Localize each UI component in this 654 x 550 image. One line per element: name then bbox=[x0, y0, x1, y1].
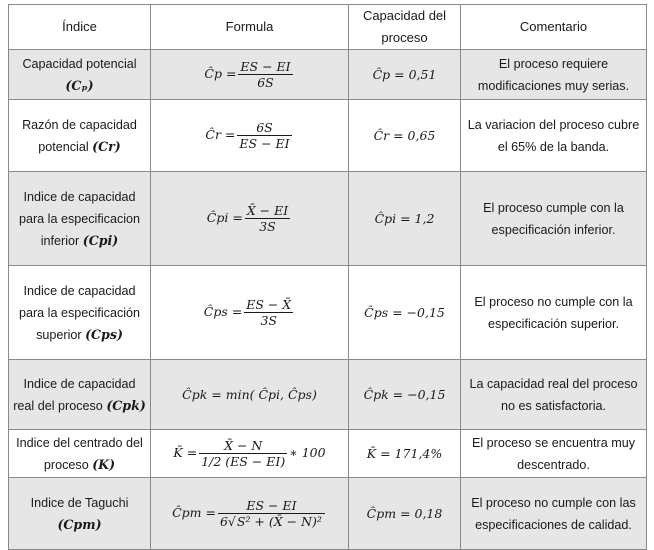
index-label: Indice de capacidad para la especificación superior bbox=[18, 283, 141, 342]
index-cell bbox=[9, 266, 151, 360]
formula-lhs: Ĉps = bbox=[203, 304, 243, 319]
table-row bbox=[9, 100, 647, 172]
index-symbol: (Cₚ) bbox=[65, 77, 94, 93]
denominator-radicand: S² + (X̄ − N)² bbox=[236, 514, 322, 529]
header-index: Índice bbox=[9, 5, 151, 50]
capacity-cell: Ĉp = 0,51 bbox=[349, 50, 461, 100]
formula-denominator: 3S bbox=[260, 313, 277, 328]
formula-fraction bbox=[245, 203, 290, 234]
capability-table bbox=[8, 4, 647, 550]
index-label: Indice de capacidad para la especificacion inferior bbox=[18, 189, 141, 248]
capacity-cell: K̄ = 171,4% bbox=[349, 430, 461, 478]
comment-cell: El proceso cumple con la especificación inferior. bbox=[461, 172, 647, 266]
formula-denominator: 3S bbox=[259, 219, 276, 234]
index-cell bbox=[9, 430, 151, 478]
sqrt-icon: √ bbox=[227, 514, 236, 529]
formula-lhs: Ĉpi = bbox=[206, 210, 243, 225]
capacity-cell: Ĉpm = 0,18 bbox=[349, 478, 461, 550]
index-symbol: (K) bbox=[92, 456, 116, 472]
formula-cell bbox=[151, 266, 349, 360]
header-comment: Comentario bbox=[461, 5, 647, 50]
formula-lhs: Ĉr = bbox=[205, 127, 236, 142]
formula-denominator: 6S bbox=[257, 75, 274, 90]
comment-cell: El proceso no cumple con la especificación superior. bbox=[461, 266, 647, 360]
table-row bbox=[9, 172, 647, 266]
formula-cell bbox=[151, 478, 349, 550]
index-symbol: (Cr) bbox=[92, 138, 121, 154]
formula-lhs: Ĉp = bbox=[204, 66, 237, 81]
denominator-factor: 6 bbox=[219, 514, 228, 529]
index-cell bbox=[9, 360, 151, 430]
formula-fraction bbox=[218, 498, 325, 529]
formula-numerator: X̄ − EI bbox=[246, 203, 289, 218]
formula-cell bbox=[151, 50, 349, 100]
formula-tail: ∗ 100 bbox=[289, 445, 326, 460]
index-symbol: (Cps) bbox=[85, 326, 123, 342]
capacity-cell: Ĉpi = 1,2 bbox=[349, 172, 461, 266]
formula-numerator: ES − X̄ bbox=[246, 297, 292, 312]
formula-denominator: 1/2 (ES − EI) bbox=[201, 454, 286, 469]
capacity-cell: Ĉps = −0,15 bbox=[349, 266, 461, 360]
index-symbol: (Cpm) bbox=[57, 516, 102, 532]
formula-fraction bbox=[199, 438, 287, 469]
comment-cell: La variacion del proceso cubre el 65% de la banda. bbox=[461, 100, 647, 172]
comment-cell: El proceso requiere modificaciones muy serias. bbox=[461, 50, 647, 100]
formula-lhs: Ĉpm = bbox=[172, 505, 216, 520]
index-symbol: (Cpk) bbox=[106, 397, 146, 413]
formula-numerator: X̄ − N bbox=[199, 438, 287, 454]
comment-cell: El proceso no cumple con las especificaciones de calidad. bbox=[461, 478, 647, 550]
capacity-cell: Ĉr = 0,65 bbox=[349, 100, 461, 172]
index-cell bbox=[9, 172, 151, 266]
index-label: Indice del centrado del proceso bbox=[16, 435, 143, 472]
formula-fraction bbox=[237, 120, 291, 151]
comment-cell: La capacidad real del proceso no es satisfactoria. bbox=[461, 360, 647, 430]
formula-cell bbox=[151, 100, 349, 172]
table-row bbox=[9, 266, 647, 360]
table-row bbox=[9, 360, 647, 430]
header-row bbox=[9, 5, 647, 50]
formula-cell bbox=[151, 172, 349, 266]
table-row bbox=[9, 430, 647, 478]
index-label: Razón de capacidad potencial bbox=[22, 117, 137, 154]
formula-lhs: K̄ = bbox=[173, 445, 198, 460]
formula-numerator: 6S bbox=[237, 120, 291, 136]
formula-fraction bbox=[238, 59, 292, 90]
table-row bbox=[9, 478, 647, 550]
index-label: Indice de Taguchi bbox=[30, 495, 129, 510]
index-label: Indice de capacidad real del proceso bbox=[13, 376, 136, 413]
formula-cell bbox=[151, 430, 349, 478]
formula-numerator: ES − EI bbox=[240, 59, 291, 74]
index-cell bbox=[9, 478, 151, 550]
capacity-cell: Ĉpk = −0,15 bbox=[349, 360, 461, 430]
header-formula: Formula bbox=[151, 5, 349, 50]
formula-denominator: ES − EI bbox=[239, 136, 290, 151]
header-capacity: Capacidad del proceso bbox=[349, 5, 461, 50]
index-cell bbox=[9, 100, 151, 172]
table-row bbox=[9, 50, 647, 100]
comment-cell: El proceso se encuentra muy descentrado. bbox=[461, 430, 647, 478]
index-symbol: (Cpi) bbox=[82, 232, 119, 248]
index-cell bbox=[9, 50, 151, 100]
formula-numerator: ES − EI bbox=[218, 498, 325, 514]
formula-denominator bbox=[218, 514, 325, 529]
formula-fraction bbox=[244, 297, 293, 328]
formula-cell: Ĉpk = min( Ĉpi, Ĉps) bbox=[151, 360, 349, 430]
index-label: Capacidad potencial bbox=[22, 56, 137, 71]
